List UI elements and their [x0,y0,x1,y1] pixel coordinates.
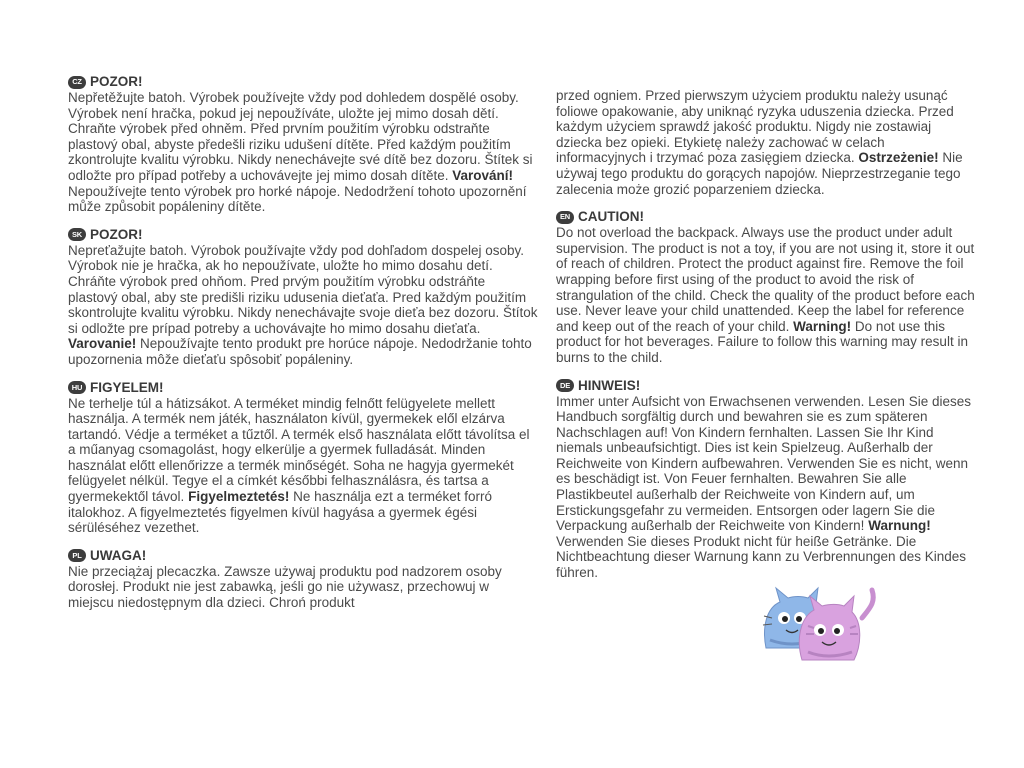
section-en [556,209,976,365]
section-title: POZOR! [90,74,143,89]
section-text [556,88,976,197]
section-hu [68,380,538,536]
section-heading [556,378,976,394]
section-text [68,90,538,215]
body-text: Ne terhelje túl a hátizsákot. A terméket mindig felnőtt felügyelete mellett használja. A termék nem játék, használaton kívül, gyermekek elől elzárva tartandó. Védje a terméket a tűztől. A termék első használata előtt távolítsa el a műanyag csomagolást, hogy elkerülje a gyermek fulladását. Minden használat előtt ellenőrizze a termék minőségét. Soha ne hagyja gyermekét felügyelet nélkül. Tegye el a címkét későbbi felhasználásra, és tartsa a gyermekektől távol. [68,395,530,505]
language-badge: HU [68,381,86,394]
section-title: FIGYELEM! [90,379,164,395]
body-text: Immer unter Aufsicht von Erwachsenen verwenden. Lesen Sie dieses Handbuch sorgfältig durch und bewahren sie es zum späteren Nachschlagen auf! Von Kindern fernhalten. Lassen Sie Ihr Kind niemals unbeaufsichtigt. Dies ist kein Spielzeug. Außerhalb der Reichweite von Kindern aufbewahren. Verwenden Sie es nicht, wenn es beschädigt ist. Von Feuer fernhalten. Bewahren Sie alle Plastikbeutel außerhalb der Reichweite von Kindern auf, um Erstickungsgefahr zu vermeiden. Entsorgen oder lagern Sie die Verpackung außerhalb der Reichweite von Kindern! [556,393,971,534]
body-text: Nepřetěžujte batoh. Výrobek používejte vždy pod dohledem dospělé osoby. Výrobek není hračka, pokud jej nepoužíváte, uložte jej mimo dosah dětí. Chraňte výrobek před ohněm. Před prvním použitím výrobku odstraňte plastový obal, abyste předešli riziku udušení dítěte. Před každým použitím zkontrolujte kvalitu výrobku. Nikdy nenechávejte své dítě bez dozoru. Štítek si odložte pro případ potřeby a uchovávejte jej mimo dosah dítěte. [68,90,533,183]
body-text: Do not overload the backpack. Always use the product under adult supervision. The product is not a toy, if you are not using it, store it out of reach of children. Protect the product against fire. Remove the foil wrapping before first using of the product to avoid the risk of strangulation of the child. Check the quality of the product before each use. Never leave your child unattended. Keep the label for reference and keep out of the reach of your child. [556,225,975,334]
section-title: UWAGA! [90,547,147,563]
section-cz [68,74,538,215]
section-de [556,378,976,581]
warning-label: Varování! [452,167,514,183]
warning-label: Figyelmeztetés! [188,489,290,505]
section-heading [68,548,538,564]
section-text [556,225,976,365]
warning-label: Varovanie! [68,336,137,352]
section-text [68,396,538,536]
section-text [556,394,976,581]
body-text: Ne használja ezt a terméket forró italokhoz. A figyelmeztetés figyelmen kívül hagyása a gyermek égési sérüléséhez vezethet. [68,489,492,536]
section-title: CAUTION! [578,209,644,225]
body-text: Do not use this product for hot beverages. Failure to follow this warning may result in burns to the child. [556,318,968,365]
section-title: POZOR! [90,226,143,242]
warning-label: Warnung! [868,518,931,534]
body-text: Nepoužívejte tento výrobek pro horké nápoje. Nedodržení tohoto upozornění může způsobit popáleniny dítěte. [68,183,527,215]
language-badge: CZ [68,76,86,89]
section-pl-continued [556,88,976,197]
section-heading [556,209,976,225]
body-text: Nie używaj tego produktu do gorących napojów. Nieprzestrzeganie tego zalecenia może grozić poparzeniem dziecka. [556,150,963,197]
section-text [68,243,538,368]
body-text: Nepoužívajte tento produkt pre horúce nápoje. Nedodržanie tohto upozornenia môže dieťaťu spôsobiť popáleniny. [68,336,532,367]
section-pl [68,548,538,611]
section-heading [68,74,538,90]
body-text: przed ogniem. Przed pierwszym użyciem produktu należy usunąć foliowe opakowanie, aby uniknąć ryzyka uduszenia dziecka. Przed każdym użyciem sprawdź jakość produktu. Nigdy nie zostawiaj dziecka bez opieki. Etykietę należy zachować w celach informacyjnych i trzymać poza zasięgiem dziecka. [556,88,954,166]
body-text: Verwenden Sie dieses Produkt nicht für heiße Getränke. Die Nichtbeachtung dieser Warnung kann zu Verbrennungen des Kindes führen. [556,533,967,581]
section-title: HINWEIS! [578,377,641,393]
section-heading [68,227,538,243]
cats-icon [758,578,884,664]
body-text: Nie przeciążaj plecaczka. Zawsze używaj produktu pod nadzorem osoby dorosłej. Produkt nie jest zabawką, jeśli go nie używasz, przechowuj w miejscu niedostępnym dla dzieci. Chroń produkt [68,563,502,611]
section-text [68,564,538,611]
right-column [556,88,976,593]
warning-label: Ostrzeżenie! [858,150,939,166]
left-column [68,74,538,623]
language-badge: PL [68,549,86,562]
warning-label: Warning! [793,318,852,334]
language-badge: EN [556,211,574,224]
language-badge: DE [556,379,574,392]
section-heading [68,380,538,396]
body-text: Nepreťažujte batoh. Výrobok používajte vždy pod dohľadom dospelej osoby. Výrobok nie je hračka, ak ho nepoužívate, uložte ho mimo dosahu detí. Chráňte výrobok pred ohňom. Pred prvým použitím výrobku odstráňte plastový obal, aby ste predišli riziku udusenia dieťaťa. Pred každým použitím skontrolujte kvalitu výrobku. Nikdy nenechávajte svoje dieťa bez dozoru. Štítok si odložte pre prípad potreby a uchovávajte ho mimo dosahu dieťaťa. [68,242,538,336]
language-badge: SK [68,228,86,241]
section-sk [68,227,538,368]
